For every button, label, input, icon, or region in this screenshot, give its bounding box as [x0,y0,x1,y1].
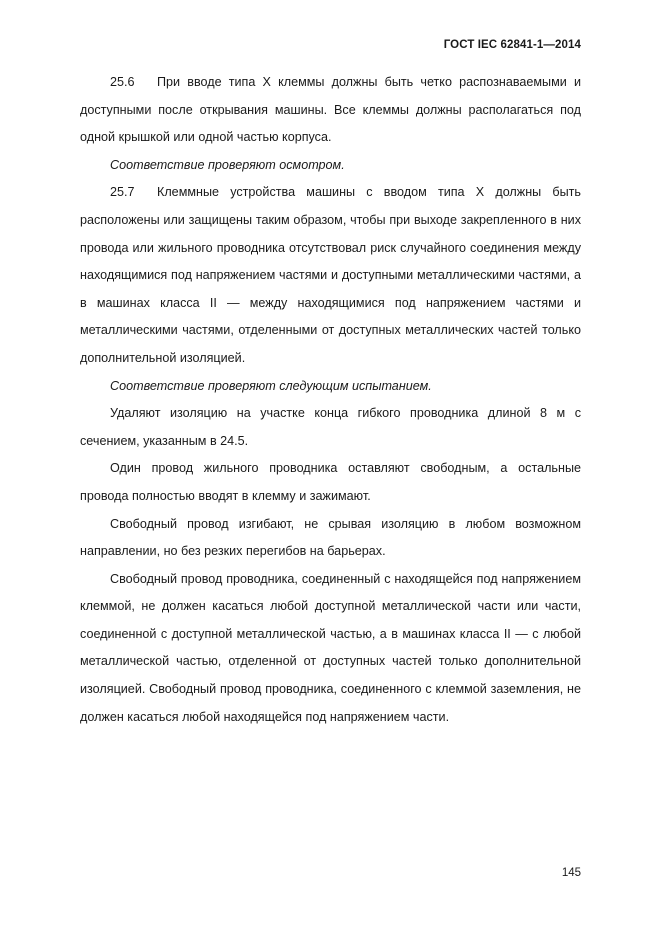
clause-number: 25.6 [110,75,135,89]
clause-text: При вводе типа X клеммы должны быть четко распознаваемыми и доступными после открывания машины. Все клеммы должны располагаться под одной крышкой или одной частью корпуса. [80,75,581,145]
clause-25-7 [80,179,581,372]
document-body [80,69,581,731]
clause-text: Клеммные устройства машины с вводом типа X должны быть расположены или защищены таким образом, чтобы при выходе закрепленного в них провода или жильного проводника отсутствовал риск случайного соединения между находящимися под напряжением частями и доступными металлическими частями, а в машинах класса II — между находящимися под напряжением частями и металлическими частями, отделенными от доступных металлических частей только дополнительной изоляцией. [80,185,581,365]
paragraph: Свободный провод изгибают, не срывая изоляцию в любом возможном направлении, но без резких перегибов на барьерах. [80,516,581,559]
paragraph: Удаляют изоляцию на участке конца гибкого проводника длиной 8 м с сечением, указанным в 24.5. [80,406,581,448]
paragraph: Свободный провод проводника, соединенный с находящейся под напряжением клеммой, не должен касаться любой доступной металлической части или части, соединенной с доступной металлической частью, а в машинах класса II — с любой металлической частью, отделенной от доступных частей только дополнительной изоляцией. Свободный провод проводника, соединенного с клеммой заземления, не должен касаться любой находящейся под напряжением части. [80,571,581,724]
document-header: ГОСТ IEC 62841-1—2014 [443,39,581,51]
compliance-note: Соответствие проверяют следующим испытанием. [110,378,432,393]
page-number: 145 [561,867,581,879]
compliance-note: Соответствие проверяют осмотром. [110,157,345,172]
paragraph: Один провод жильного проводника оставляют свободным, а остальные провода полностью вводят в клемму и зажимают. [80,461,581,503]
clause-25-6 [80,69,581,152]
clause-number: 25.7 [110,185,135,200]
